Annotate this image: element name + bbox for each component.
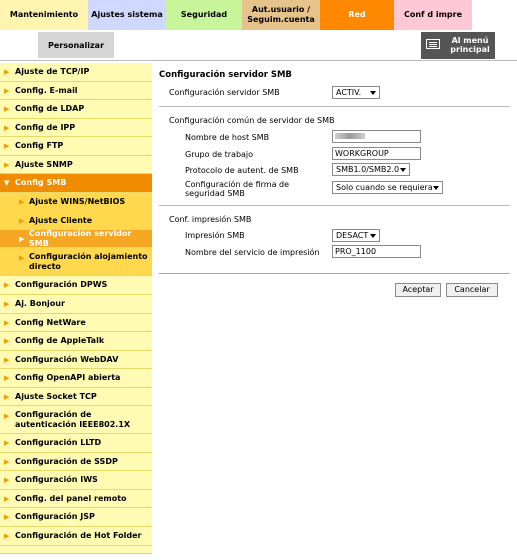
arrow-right-icon: ▶ [4,439,10,447]
sidebar-item-label: Config NetWare [15,317,86,327]
arrow-right-icon: ▶ [19,234,25,243]
arrow-right-icon: ▶ [4,86,10,95]
arrow-right-icon: ▶ [19,198,25,206]
chevron-down-icon [400,168,406,172]
arrow-right-icon: ▶ [19,254,25,262]
workgroup-label: Grupo de trabajo [185,150,254,159]
sidebar-item-lltd[interactable] [0,434,152,453]
redacted-value [335,133,365,139]
sidebar-item-label: Ajuste de TCP/IP [15,67,90,76]
sidebar-item-label: Configuración IWS [15,475,98,484]
divider [0,553,152,554]
arrow-right-icon: ▶ [4,160,10,169]
arrow-right-icon: ▶ [4,374,10,382]
sidebar-item-bonjour[interactable] [0,295,152,314]
sidebar-item-label: Config OpenAPI abierta [15,373,121,382]
sidebar-item-hot-folder[interactable] [0,527,152,546]
chevron-down-icon [370,91,376,95]
sidebar-item-label: Configuración JSP [15,512,95,521]
arrow-right-icon: ▶ [4,494,10,503]
arrow-right-icon: ▶ [4,412,10,420]
sidebar-item-label: Configuración LLTD [15,438,102,447]
workgroup-input[interactable] [332,147,421,160]
smb-server-select[interactable] [332,86,380,99]
arrow-right-icon: ▶ [4,318,10,327]
arrow-right-icon: ▶ [4,457,10,466]
tab-network[interactable] [320,0,394,30]
arrow-right-icon: ▶ [4,105,10,113]
sidebar-item-label: Config. del panel remoto [15,493,127,503]
sidebar-item-ftp[interactable] [0,137,152,156]
divider [159,205,510,206]
divider [0,60,517,61]
tab-label: Seguridad [180,10,228,19]
workgroup-value: WORKGROUP [335,149,389,158]
print-settings-heading: Conf. impresión SMB [169,215,252,224]
sidebar-item-label: Configuración de Hot Folder [15,531,142,540]
signing-label: Configuración de firma de seguridad SMB [185,180,290,198]
main-menu-label: Al menú principal [450,36,490,54]
sidebar-item-label: Configuración WebDAV [15,354,119,364]
sidebar-item-client[interactable] [0,212,152,230]
sidebar-item-label: Ajuste Socket TCP [15,391,97,401]
tab-label: Red [348,10,366,19]
sidebar-item-label: Ajuste Cliente [29,215,93,225]
signing-value: Solo cuando se requiera [336,183,433,192]
host-name-label: Nombre de host SMB [185,133,270,142]
sidebar-item-label: Config de AppleTalk [15,336,105,345]
tab-maintenance[interactable] [0,0,88,30]
cancel-button[interactable]: Cancelar [446,283,498,297]
arrow-right-icon: ▶ [4,281,10,289]
tab-security[interactable] [166,0,242,30]
sidebar-item-dpws[interactable] [0,276,152,295]
signing-select[interactable] [332,181,443,194]
sidebar-item-label: Ajuste WINS/NetBIOS [29,197,126,206]
arrow-down-icon: ▼ [4,179,10,187]
sidebar-item-ssdp[interactable] [0,453,152,471]
sidebar-item-label: Config de IPP [15,122,76,132]
arrow-right-icon: ▶ [4,68,10,76]
sidebar-item-snmp[interactable] [0,156,152,174]
sidebar-item-label: Configuración DPWS [15,280,108,289]
arrow-right-icon: ▶ [4,142,10,150]
sidebar-item-label: Configuración servidor SMB [29,228,132,248]
sidebar-item-socket-tcp[interactable] [0,388,152,406]
tab-label: Mantenimiento [9,10,79,19]
arrow-right-icon: ▶ [4,355,10,364]
sidebar-item-label: Configuración de autenticación IEEE802.1X [15,409,131,429]
sidebar-item-jsp[interactable] [0,508,152,527]
tab-printer-settings[interactable] [394,0,472,30]
sidebar-item-label: Config. E-mail [15,85,78,95]
arrow-right-icon: ▶ [4,300,10,308]
arrow-right-icon: ▶ [4,123,10,132]
menu-list-icon [426,39,440,49]
sidebar-item-ldap[interactable] [0,100,152,119]
arrow-right-icon: ▶ [4,532,10,540]
smb-server-label: Configuración servidor SMB [169,88,280,97]
sidebar-item-ieee8021x[interactable] [0,406,152,434]
arrow-right-icon: ▶ [19,216,25,225]
sidebar-item-label: Ajuste SNMP [15,159,73,169]
arrow-right-icon: ▶ [4,392,10,401]
auth-protocol-label: Protocolo de autent. de SMB [185,166,299,175]
sidebar-item-tcpip[interactable] [0,63,152,82]
tab-label: Conf d impre [403,10,462,19]
main-menu-button[interactable] [421,32,495,59]
sidebar-item-wins[interactable] [0,193,152,212]
tab-customize-label: Personalizar [47,40,105,50]
arrow-right-icon: ▶ [4,337,10,345]
chevron-down-icon [370,234,376,238]
auth-protocol-value: SMB1.0/SMB2.0 [336,165,400,174]
sidebar-item-label: Aj. Bonjour [15,299,65,308]
sidebar-item-smb-server[interactable] [0,230,152,248]
chevron-down-icon [433,186,439,190]
top-tab-bar [0,0,517,30]
sidebar-item-direct-hosting[interactable] [0,248,152,276]
print-service-input[interactable] [332,245,421,258]
divider [159,106,510,107]
sidebar-item-email[interactable] [0,82,152,100]
smb-print-value: DESACT [336,231,369,240]
sidebar-item-openapi[interactable] [0,369,152,388]
sidebar-item-label: Configuración alojamiento directo [29,251,148,271]
sidebar-item-label: Config de LDAP [15,104,85,113]
print-service-label: Nombre del servicio de impresión [185,248,320,257]
sidebar-item-remote-panel[interactable] [0,490,152,508]
sidebar-item-netware[interactable] [0,314,152,332]
auth-protocol-select[interactable] [332,163,410,176]
sidebar-item-ipp[interactable] [0,119,152,137]
arrow-right-icon: ▶ [4,476,10,484]
sidebar-item-label: Configuración de SSDP [15,456,118,466]
sidebar-item-webdav[interactable] [0,351,152,369]
print-service-value: PRO_1100 [335,247,377,256]
host-name-input[interactable] [332,130,421,143]
tab-system-settings[interactable] [88,0,166,30]
smb-server-value: ACTIV. [336,88,362,97]
sidebar-item-appletalk[interactable] [0,332,152,351]
arrow-right-icon: ▶ [4,513,10,521]
common-settings-heading: Configuración común de servidor de SMB [169,116,335,125]
sidebar-item-smb[interactable] [0,174,152,193]
page-title: Configuración servidor SMB [159,70,292,80]
sidebar-item-label: Config FTP [15,141,64,150]
sidebar-item-iws[interactable] [0,471,152,490]
tab-user-auth[interactable] [242,0,320,30]
smb-print-select[interactable] [332,229,380,242]
divider [159,273,510,274]
smb-print-label: Impresión SMB [185,231,245,240]
tab-label: Aut.usuario / Seguim.cuenta [247,5,315,24]
tab-customize[interactable] [38,32,114,58]
sidebar-item-label: Config SMB [15,178,67,187]
tab-label: Ajustes sistema [91,10,163,19]
accept-button[interactable]: Aceptar [395,283,441,297]
